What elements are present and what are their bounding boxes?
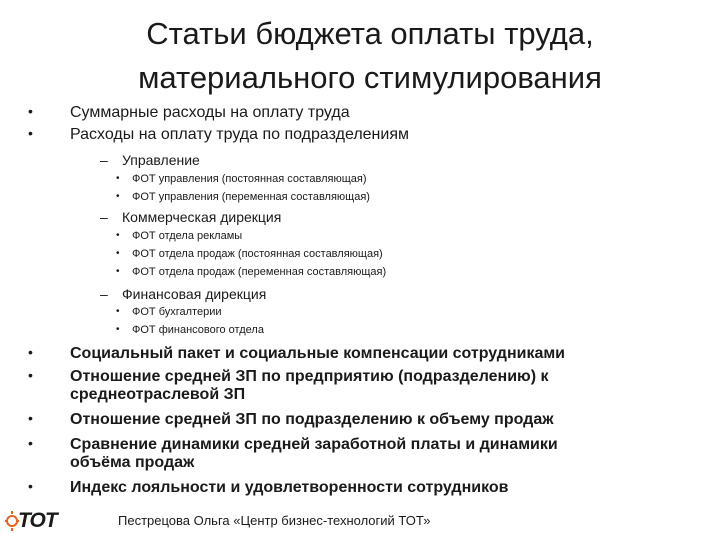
bullet-dot: • [28, 344, 33, 360]
bullet-dot: • [28, 478, 33, 494]
dash-marker: – [100, 286, 108, 302]
list-item-commercial: Коммерческая дирекция [122, 209, 282, 225]
bullet-dot: • [28, 367, 33, 383]
bullet-dot: • [28, 435, 33, 451]
list-item: Суммарные расходы на оплату труда [70, 104, 350, 121]
list-item: ФОТ отдела продаж (переменная составляющая) [132, 266, 387, 278]
list-item-management: Управление [122, 152, 200, 168]
bullet-dot: • [116, 191, 120, 202]
bullet-dot: • [116, 306, 120, 317]
list-item: Отношение средней ЗП по предприятию (подразделению) к [70, 368, 549, 385]
logo-text: ТОТ [18, 509, 57, 532]
bullet-dot: • [28, 410, 33, 426]
list-item-continuation: среднеотраслевой ЗП [70, 386, 246, 403]
list-item: Индекс лояльности и удовлетворенности сотрудников [70, 479, 509, 496]
list-item: Социальный пакет и социальные компенсации сотрудниками [70, 345, 566, 362]
list-item: Расходы на оплату труда по подразделениям [70, 126, 409, 143]
list-item: Сравнение динамики средней заработной платы и динамики [70, 436, 558, 453]
list-item: ФОТ отдела продаж (постоянная составляющая) [132, 248, 383, 260]
list-item-finance: Финансовая дирекция [122, 286, 267, 302]
company-logo [4, 508, 70, 538]
bullet-dot: • [116, 248, 120, 259]
title-line-2: материального стимулирования [138, 60, 602, 95]
dash-marker: – [100, 209, 108, 225]
list-item: ФОТ бухгалтерии [132, 306, 222, 318]
bullet-dot: • [116, 230, 120, 241]
list-item: Отношение средней ЗП по подразделению к объему продаж [70, 411, 554, 428]
title-line-1: Статьи бюджета оплаты труда, [146, 16, 594, 51]
bullet-dot: • [116, 173, 120, 184]
list-item: ФОТ финансового отдела [132, 324, 264, 336]
list-item-continuation: объёма продаж [70, 454, 195, 471]
bullet-dot: • [28, 125, 33, 141]
list-item: ФОТ управления (переменная составляющая) [132, 191, 370, 203]
bullet-dot: • [116, 266, 120, 277]
bullet-dot: • [28, 103, 33, 119]
list-item: ФОТ управления (постоянная составляющая) [132, 173, 367, 185]
dash-marker: – [100, 152, 108, 168]
footer-author: Пестрецова Ольга «Центр бизнес-технологий ТОТ» [118, 513, 431, 528]
list-item: ФОТ отдела рекламы [132, 230, 243, 242]
bullet-dot: • [116, 324, 120, 335]
